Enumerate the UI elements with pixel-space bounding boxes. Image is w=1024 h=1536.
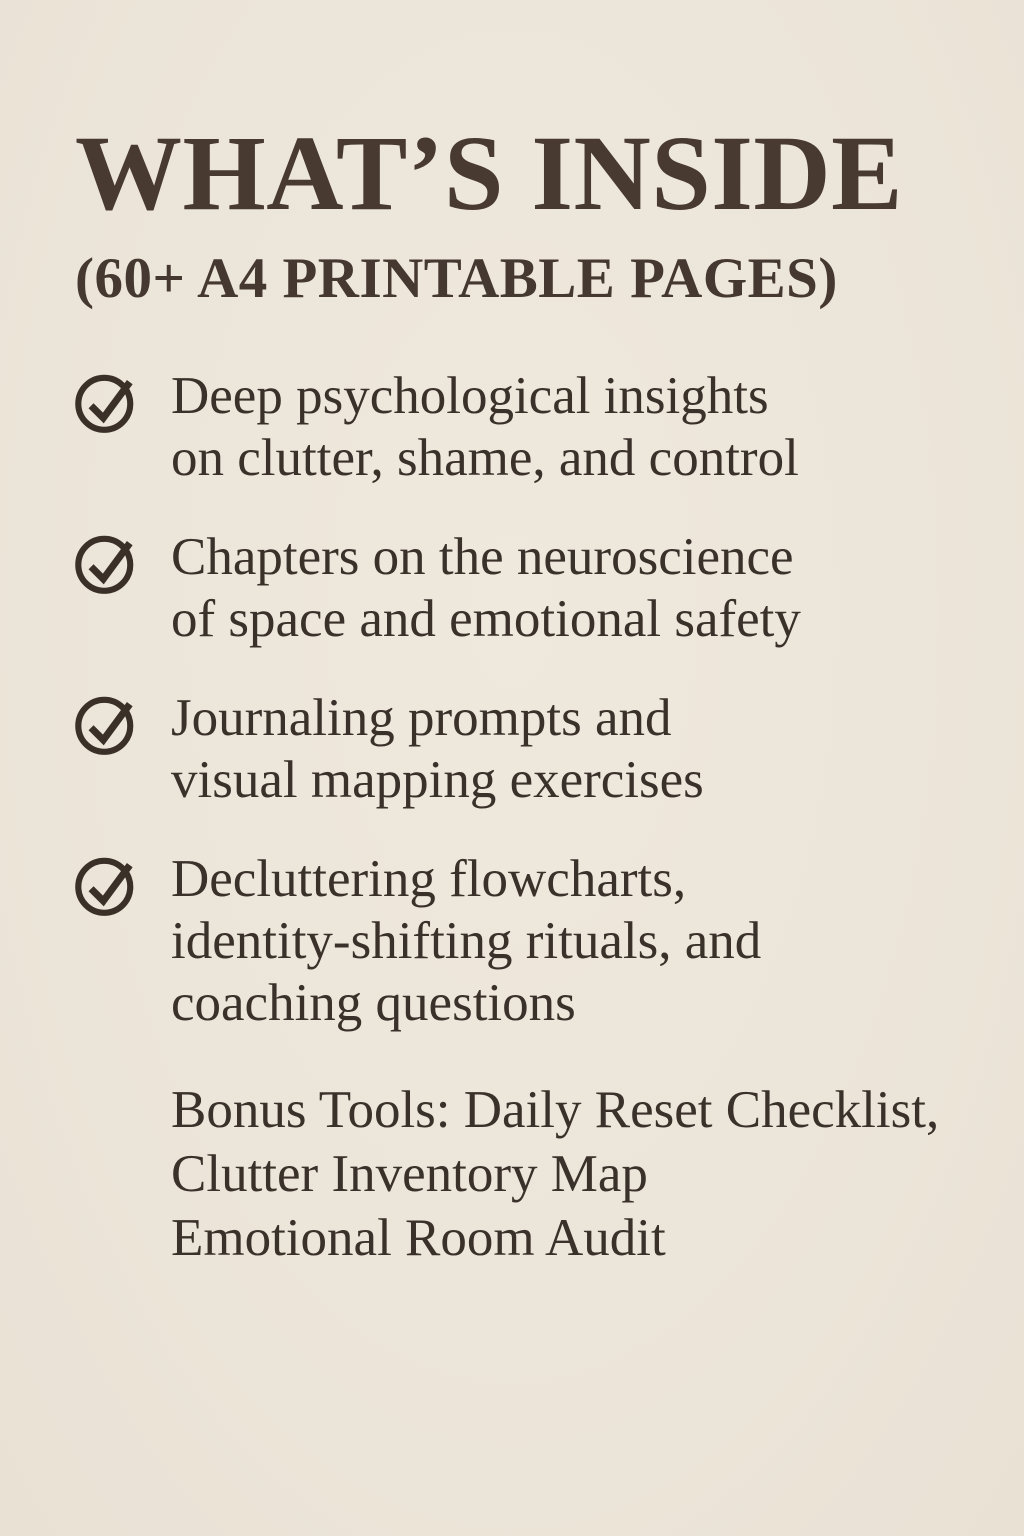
text-line: identity-shifting rituals, and xyxy=(171,912,762,971)
check-circle-icon xyxy=(75,367,143,435)
check-circle-icon xyxy=(75,689,143,757)
list-item xyxy=(75,848,974,1034)
text-line: coaching questions xyxy=(171,974,576,1033)
text-line: on clutter, shame, and control xyxy=(171,429,799,488)
text-line: Emotional Room Audit xyxy=(171,1209,666,1268)
list-item xyxy=(75,365,974,489)
text-line: visual mapping exercises xyxy=(171,751,704,810)
bonus-tools-text xyxy=(171,1078,974,1270)
text-line: Deep psychological insights xyxy=(171,367,769,426)
page-title: WHAT’S INSIDE xyxy=(75,115,904,233)
text-line: Journaling prompts and xyxy=(171,689,672,748)
check-circle-icon xyxy=(75,850,143,918)
text-line: Clutter Inventory Map xyxy=(171,1145,648,1204)
list-item-text xyxy=(171,526,801,650)
list-item-text xyxy=(171,365,799,489)
list-item xyxy=(75,687,974,811)
check-circle-icon xyxy=(75,528,143,596)
feature-checklist xyxy=(75,365,974,1034)
text-line: Bonus Tools: Daily Reset Checklist, xyxy=(171,1081,940,1140)
list-item-text xyxy=(171,687,704,811)
text-line: Decluttering flowcharts, xyxy=(171,850,687,909)
text-line: Chapters on the neuroscience xyxy=(171,528,794,587)
list-item-text xyxy=(171,848,761,1034)
text-line: of space and emotional safety xyxy=(171,590,801,649)
list-item xyxy=(75,526,974,650)
page-subtitle: (60+ A4 PRINTABLE PAGES) xyxy=(75,247,838,311)
